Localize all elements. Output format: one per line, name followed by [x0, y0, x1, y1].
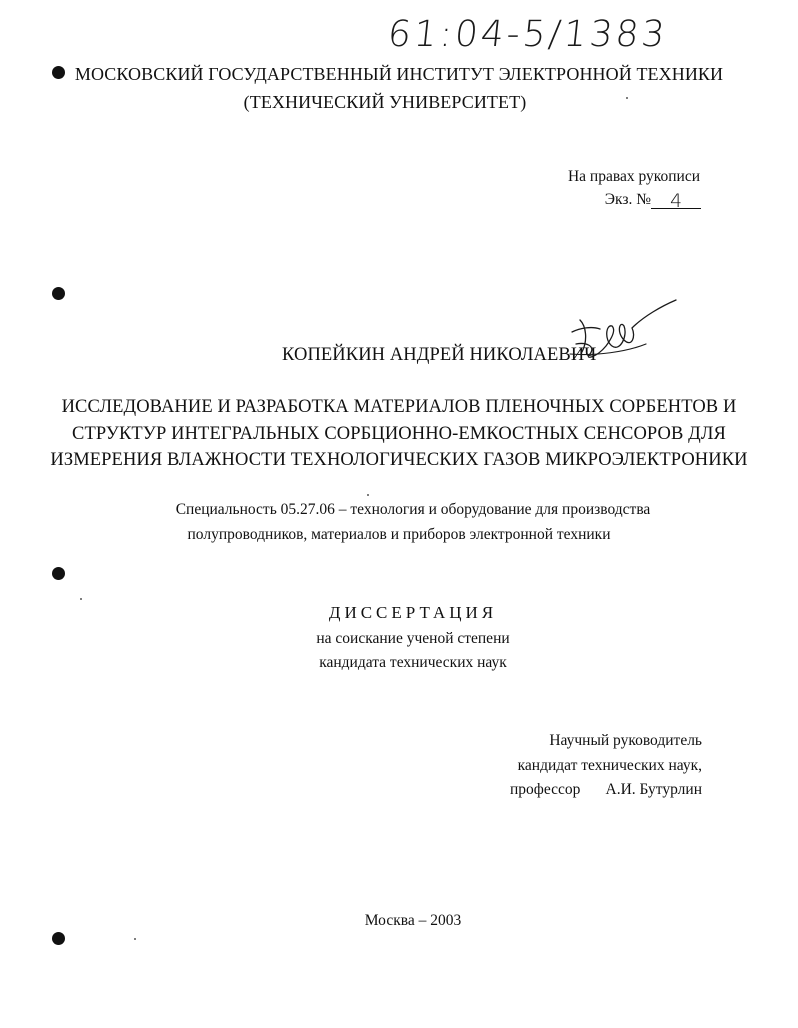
specialty-line-2: полупроводников, материалов и приборов электронной техники — [187, 526, 611, 543]
dissertation-degree-line-2: кандидата технических наук — [319, 654, 507, 671]
copy-number-line — [604, 190, 701, 212]
supervisor-line-2: кандидат технических наук, — [517, 757, 702, 774]
place-year: Москва – 2003 — [364, 912, 462, 929]
punch-hole-2 — [52, 287, 65, 300]
author-name: КОПЕЙКИН АНДРЕЙ НИКОЛАЕВИЧ — [282, 345, 597, 365]
speck — [134, 938, 136, 940]
manuscript-rights: На правах рукописи — [567, 168, 700, 185]
speck — [80, 598, 82, 600]
copy-label: Экз. № — [604, 191, 651, 208]
title-line-2: СТРУКТУР ИНТЕГРАЛЬНЫХ СОРБЦИОННО-ЕМКОСТНЫХ СЕНСОРОВ ДЛЯ — [72, 424, 726, 444]
archive-number: 61:04-5/1383 — [385, 14, 670, 55]
institution-line-1: МОСКОВСКИЙ ГОСУДАРСТВЕННЫЙ ИНСТИТУТ ЭЛЕКТРОННОЙ ТЕХНИКИ — [74, 64, 724, 84]
dissertation-heading: ДИССЕРТАЦИЯ — [328, 603, 498, 622]
punch-hole-3 — [52, 567, 65, 580]
speck — [367, 494, 369, 496]
supervisor-rank: профессор — [510, 781, 581, 798]
signature — [566, 296, 686, 366]
institution-line-2: (ТЕХНИЧЕСКИЙ УНИВЕРСИТЕТ) — [243, 92, 527, 112]
supervisor-line-1: Научный руководитель — [549, 732, 702, 749]
punch-hole-4 — [52, 932, 65, 945]
copy-number: 4 — [651, 190, 701, 209]
title-line-3: ИЗМЕРЕНИЯ ВЛАЖНОСТИ ТЕХНОЛОГИЧЕСКИХ ГАЗОВ МИКРОЭЛЕКТРОНИКИ — [50, 450, 748, 470]
specialty-line-1: Специальность 05.27.06 – технология и оборудование для производства — [175, 501, 651, 518]
title-line-1: ИССЛЕДОВАНИЕ И РАЗРАБОТКА МАТЕРИАЛОВ ПЛЕНОЧНЫХ СОРБЕНТОВ И — [61, 397, 737, 417]
dissertation-degree-line-1: на соискание ученой степени — [316, 630, 510, 647]
supervisor-name: А.И. Бутурлин — [605, 781, 702, 798]
